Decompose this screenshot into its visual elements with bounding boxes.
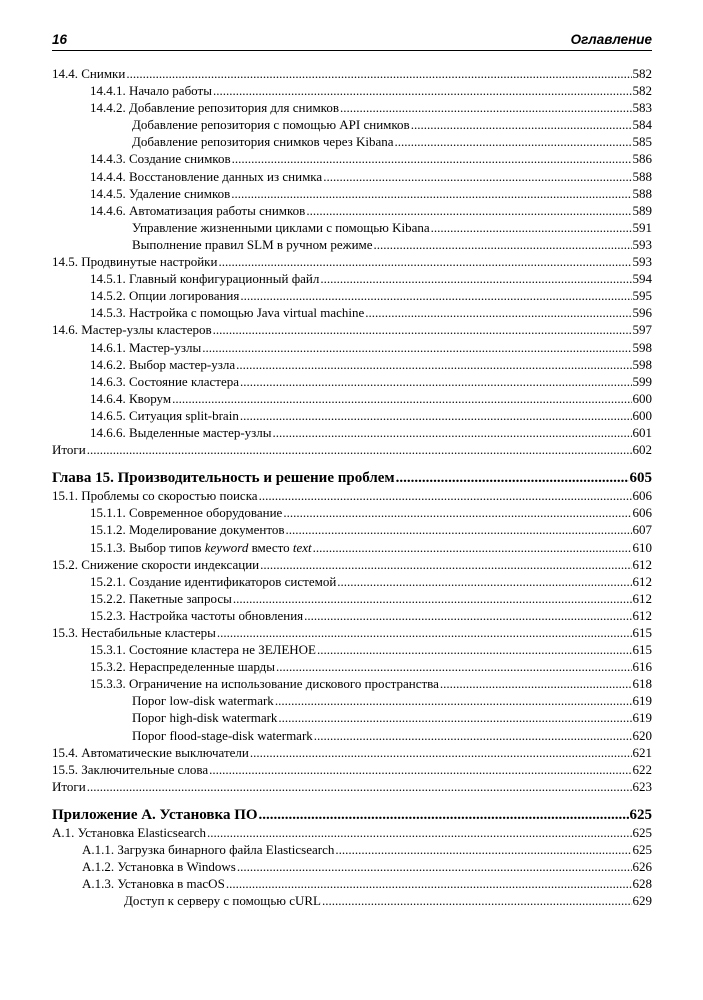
toc-leader <box>286 521 632 538</box>
toc-entry-title: 14.4. Снимки <box>52 66 126 81</box>
toc-leader <box>213 321 632 338</box>
toc-entry-title: 14.4.6. Автоматизация работы снимков <box>90 202 306 218</box>
toc-entry-title: 15.1. Проблемы со скоростью поиска <box>52 488 258 504</box>
toc-entry-page: 584 <box>632 117 652 133</box>
toc-leader <box>275 692 632 709</box>
toc-entry[interactable] <box>52 487 652 504</box>
toc-entry-title: 14.6.3. Состояние кластера <box>90 373 240 389</box>
toc-leader <box>431 219 632 236</box>
toc-leader <box>322 892 632 909</box>
toc-entry[interactable] <box>52 624 652 641</box>
toc-leader <box>304 607 631 624</box>
toc-entry-title: 15.1.3. Выбор типов keyword вместо text <box>90 539 312 555</box>
toc-leader <box>276 658 631 675</box>
toc-entry[interactable] <box>52 150 652 167</box>
toc-entry[interactable] <box>52 82 652 99</box>
toc-entry-title: 14.5.2. Опции логирования <box>90 288 240 304</box>
toc-entry-page: 619 <box>632 710 652 726</box>
toc-entry[interactable] <box>52 778 652 795</box>
toc-leader <box>278 709 631 726</box>
toc-entry[interactable] <box>52 185 652 202</box>
toc-entry-title: Управление жизненными циклами с помощью Kibana <box>132 219 430 235</box>
toc-entry[interactable] <box>52 356 652 373</box>
toc-entry-page: 622 <box>632 761 652 777</box>
toc-entry-page: 626 <box>632 859 652 875</box>
toc-entry[interactable] <box>52 441 652 458</box>
toc-entry-page: 612 <box>632 607 652 623</box>
toc-entry-title: 14.6.5. Ситуация split-brain <box>90 407 239 423</box>
toc-entry[interactable] <box>52 373 652 390</box>
toc-entry-title: Порог high-disk watermark <box>132 710 278 726</box>
toc-leader <box>250 744 632 761</box>
toc-entry[interactable] <box>52 892 652 909</box>
toc-entry-title: 15.3.1. Состояние кластера не ЗЕЛЕНОЕ <box>90 642 316 658</box>
toc-entry[interactable] <box>52 339 652 356</box>
toc-leader <box>260 556 631 573</box>
page-number: 16 <box>52 32 68 47</box>
toc-entry-title: 14.4.1. Начало работы <box>90 83 212 99</box>
toc-entry-title: 15.4. Автоматические выключатели <box>52 744 249 760</box>
toc-entry[interactable] <box>52 65 652 82</box>
toc-entry[interactable] <box>52 658 652 675</box>
toc-entry-page: 600 <box>632 390 652 406</box>
toc-entry-page: 582 <box>632 83 652 99</box>
toc-entry[interactable] <box>52 321 652 338</box>
toc-entry-page: 612 <box>632 590 652 606</box>
toc-leader <box>87 778 632 795</box>
toc-entry-page: 582 <box>632 66 652 81</box>
toc-leader <box>217 624 632 641</box>
toc-entry[interactable] <box>52 521 652 538</box>
toc-leader <box>126 65 631 82</box>
toc-leader <box>306 202 631 219</box>
toc-entry[interactable] <box>52 270 652 287</box>
toc-entry-title: 14.4.4. Восстановление данных из снимка <box>90 168 323 184</box>
toc-leader <box>440 675 632 692</box>
toc-entry[interactable] <box>52 841 652 858</box>
toc-leader <box>396 470 629 487</box>
toc-leader <box>320 270 631 287</box>
toc-entry-page: 594 <box>632 271 652 287</box>
toc-entry-title: 15.2. Снижение скорости индексации <box>52 556 260 572</box>
toc-entry-title: Добавление репозитория с помощью API снимков <box>132 117 410 133</box>
toc-entry-title: 14.6.4. Кворум <box>90 390 172 406</box>
toc-leader <box>172 390 631 407</box>
toc-entry-page: 606 <box>632 505 652 521</box>
toc-entry[interactable] <box>52 407 652 424</box>
toc-leader <box>365 304 631 321</box>
section-gap <box>52 458 652 470</box>
toc-entry-page: 583 <box>632 100 652 116</box>
toc-entry-title: А.1.1. Загрузка бинарного файла Elasticsearch <box>82 842 335 858</box>
toc-chapter[interactable] <box>52 470 652 487</box>
toc-leader <box>374 236 632 253</box>
running-title: Оглавление <box>570 32 652 47</box>
toc-entry[interactable] <box>52 858 652 875</box>
toc-entry[interactable] <box>52 692 652 709</box>
toc-leader <box>283 504 631 521</box>
toc-leader <box>236 356 631 373</box>
toc-leader <box>233 590 632 607</box>
toc-entry[interactable] <box>52 168 652 185</box>
table-of-contents <box>52 65 652 910</box>
toc-leader <box>237 858 632 875</box>
toc-entry-page: 600 <box>632 407 652 423</box>
toc-entry[interactable] <box>52 573 652 590</box>
toc-leader <box>395 133 632 150</box>
toc-entry-page: 599 <box>632 373 652 389</box>
toc-entry-page: 588 <box>632 168 652 184</box>
toc-chapter[interactable] <box>52 807 652 824</box>
toc-entry-page: 602 <box>632 442 652 458</box>
toc-entry-title: 15.2.1. Создание идентификаторов системой <box>90 573 337 589</box>
toc-leader <box>259 487 632 504</box>
toc-entry[interactable] <box>52 202 652 219</box>
toc-leader <box>207 824 632 841</box>
toc-entry-page: 618 <box>632 676 652 692</box>
toc-entry-page: 610 <box>632 539 652 555</box>
toc-leader <box>231 185 631 202</box>
toc-entry[interactable] <box>52 116 652 133</box>
toc-entry-page: 619 <box>632 693 652 709</box>
toc-entry-page: 623 <box>632 778 652 794</box>
toc-entry-page: 596 <box>632 305 652 321</box>
toc-entry-title: 15.3. Нестабильные кластеры <box>52 625 216 640</box>
toc-entry-title: 15.1.1. Современное оборудование <box>90 505 283 521</box>
toc-leader <box>240 287 631 304</box>
toc-entry-title: 15.5. Заключительные слова <box>52 761 209 777</box>
toc-entry[interactable] <box>52 744 652 761</box>
toc-leader <box>240 407 632 424</box>
page-header <box>52 30 652 51</box>
toc-entry[interactable] <box>52 761 652 778</box>
toc-entry-page: 625 <box>632 825 652 841</box>
toc-entry-title: А.1.3. Установка в macOS <box>82 876 225 892</box>
toc-entry[interactable] <box>52 424 652 441</box>
toc-leader <box>313 539 632 556</box>
toc-entry[interactable] <box>52 556 652 573</box>
toc-entry[interactable] <box>52 539 652 556</box>
toc-entry[interactable] <box>52 253 652 270</box>
toc-entry-page: 593 <box>632 254 652 270</box>
toc-entry[interactable] <box>52 133 652 150</box>
toc-leader <box>323 168 631 185</box>
toc-entry-title: 14.4.2. Добавление репозитория для снимков <box>90 100 339 116</box>
toc-leader <box>209 761 631 778</box>
toc-entry-title: Выполнение правил SLM в ручном режиме <box>132 236 373 252</box>
toc-entry-title: 15.2.2. Пакетные запросы <box>90 590 232 606</box>
toc-entry-page: 607 <box>632 522 652 538</box>
toc-entry-page: 615 <box>632 642 652 658</box>
toc-entry-page: 628 <box>632 876 652 892</box>
toc-entry[interactable] <box>52 504 652 521</box>
toc-leader <box>314 727 632 744</box>
toc-entry-page: 598 <box>632 339 652 355</box>
toc-entry[interactable] <box>52 675 652 692</box>
toc-entry-page: 588 <box>632 185 652 201</box>
toc-entry-title: 14.5.1. Главный конфигурационный файл <box>90 271 320 287</box>
toc-entry[interactable] <box>52 304 652 321</box>
toc-entry-title: Добавление репозитория снимков через Kibana <box>132 134 394 150</box>
toc-leader <box>273 424 632 441</box>
toc-entry-title: 14.4.3. Создание снимков <box>90 151 231 167</box>
toc-entry[interactable] <box>52 641 652 658</box>
toc-entry-title: 14.5.3. Настройка с помощью Java virtual machine <box>90 305 365 321</box>
toc-leader <box>87 441 632 458</box>
toc-entry-page: 589 <box>632 202 652 218</box>
toc-entry[interactable] <box>52 590 652 607</box>
toc-entry[interactable] <box>52 709 652 726</box>
toc-entry-page: 598 <box>632 356 652 372</box>
toc-chapter-page: 605 <box>629 470 652 487</box>
toc-entry-page: 593 <box>632 236 652 252</box>
toc-entry-title: 14.6. Мастер-узлы кластеров <box>52 322 212 338</box>
toc-entry-title: 15.1.2. Моделирование документов <box>90 522 285 538</box>
toc-entry[interactable] <box>52 607 652 624</box>
toc-leader <box>340 99 632 116</box>
toc-chapter-title: Глава 15. Производительность и решение проблем <box>52 470 395 487</box>
toc-leader <box>317 641 632 658</box>
toc-leader <box>335 841 631 858</box>
toc-entry-title: 14.5. Продвинутые настройки <box>52 254 218 270</box>
toc-entry[interactable] <box>52 875 652 892</box>
toc-entry-title: Итоги <box>52 778 86 794</box>
toc-entry[interactable] <box>52 99 652 116</box>
toc-leader <box>202 339 631 356</box>
toc-entry-title: Доступ к серверу с помощью cURL <box>124 893 321 909</box>
toc-entry-title: 15.2.3. Настройка частоты обновления <box>90 607 304 623</box>
toc-entry-page: 601 <box>632 424 652 440</box>
section-gap <box>52 795 652 807</box>
toc-entry[interactable] <box>52 390 652 407</box>
toc-chapter-title: Приложение А. Установка ПО <box>52 806 258 823</box>
toc-entry-title: А.1.2. Установка в Windows <box>82 859 236 875</box>
toc-entry-page: 629 <box>632 893 652 909</box>
toc-entry-title: 14.6.6. Выделенные мастер-узлы <box>90 424 272 440</box>
toc-entry[interactable] <box>52 219 652 236</box>
toc-entry-title: 14.6.1. Мастер-узлы <box>90 339 202 355</box>
toc-chapter-page: 625 <box>629 806 652 823</box>
toc-leader <box>240 373 631 390</box>
toc-leader <box>337 573 631 590</box>
toc-entry-title: 15.3.2. Нераспределенные шарды <box>90 659 276 675</box>
toc-entry-page: 591 <box>632 219 652 235</box>
toc-entry-page: 620 <box>632 727 652 743</box>
toc-entry-page: 606 <box>632 488 652 504</box>
toc-leader <box>226 875 632 892</box>
toc-entry-page: 612 <box>632 573 652 589</box>
toc-entry[interactable] <box>52 236 652 253</box>
toc-entry-page: 612 <box>632 556 652 572</box>
toc-entry-title: 14.6.2. Выбор мастер-узла <box>90 356 236 372</box>
toc-entry-page: 585 <box>632 134 652 150</box>
toc-leader <box>232 150 632 167</box>
toc-entry-page: 595 <box>632 288 652 304</box>
toc-entry-title: А.1. Установка Elasticsearch <box>52 825 206 841</box>
toc-entry[interactable] <box>52 287 652 304</box>
toc-entry-title: 15.3.3. Ограничение на использование дискового пространства <box>90 676 439 692</box>
toc-entry-page: 615 <box>632 625 652 640</box>
toc-entry-page: 625 <box>632 842 652 858</box>
toc-entry-page: 597 <box>632 322 652 338</box>
toc-entry-page: 621 <box>632 744 652 760</box>
toc-leader <box>213 82 632 99</box>
toc-entry-page: 616 <box>632 659 652 675</box>
toc-entry-title: Порог flood-stage-disk watermark <box>132 727 313 743</box>
toc-entry[interactable] <box>52 824 652 841</box>
toc-entry-title: 14.4.5. Удаление снимков <box>90 185 231 201</box>
toc-entry-title: Итоги <box>52 442 86 458</box>
toc-entry-title: Порог low-disk watermark <box>132 693 274 709</box>
toc-entry-page: 586 <box>632 151 652 167</box>
toc-leader <box>259 807 629 824</box>
toc-leader <box>218 253 631 270</box>
toc-entry[interactable] <box>52 727 652 744</box>
toc-leader <box>411 116 632 133</box>
